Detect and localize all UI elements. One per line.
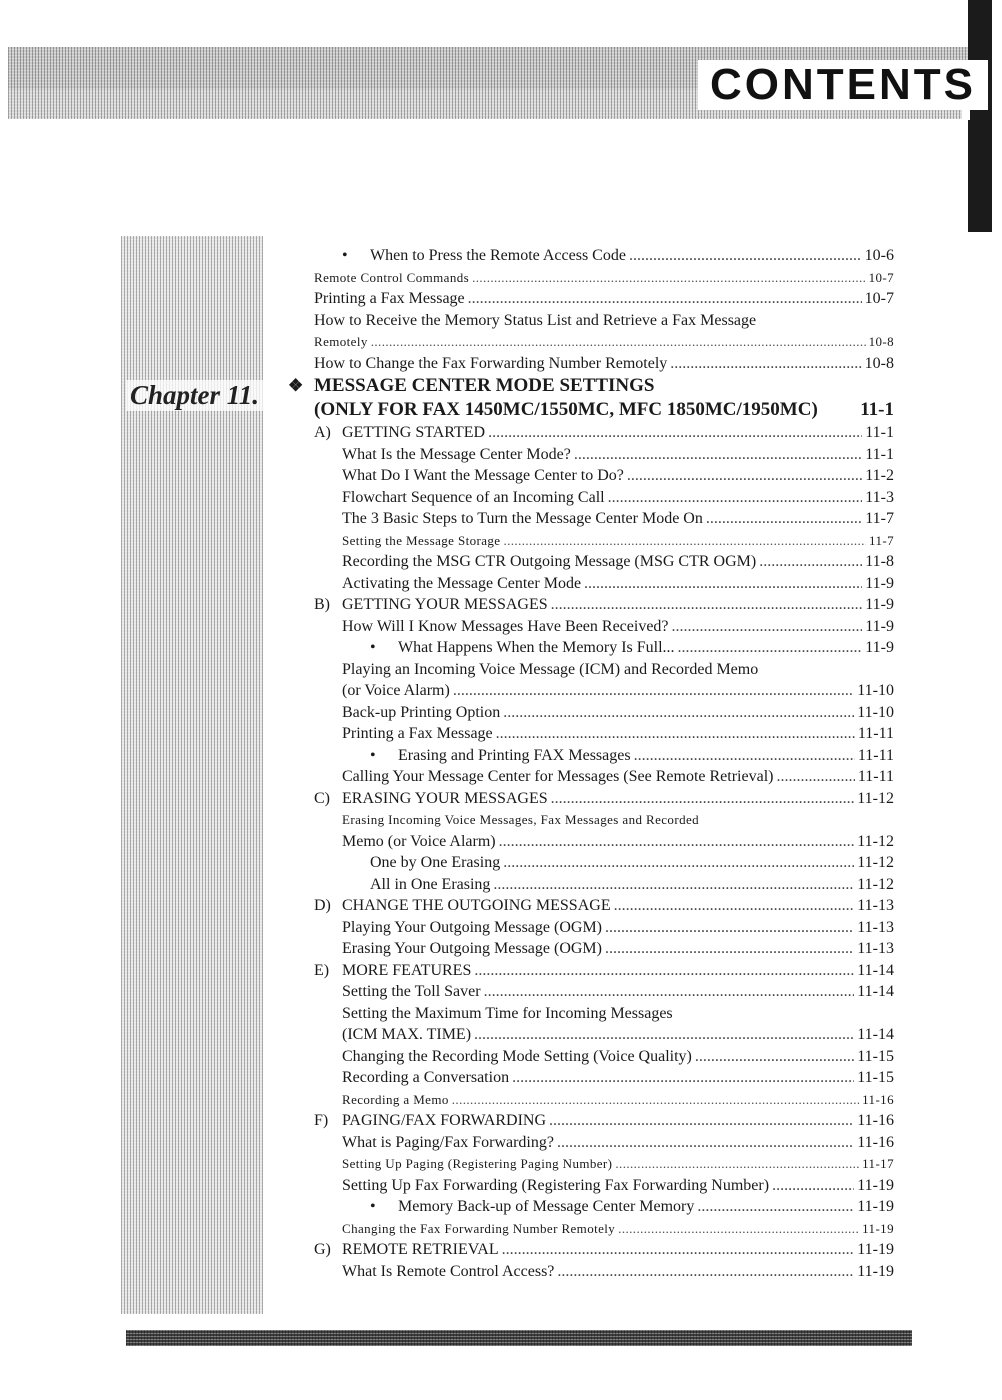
toc-entry-page: 11-16 (857, 1133, 894, 1151)
toc-leader-dots (502, 1239, 855, 1261)
toc-leader-dots (634, 745, 855, 767)
toc-entry-page: 11-19 (857, 1176, 894, 1194)
toc-entry (314, 267, 894, 289)
toc-entry-text: (ICM MAX. TIME) (342, 1026, 472, 1043)
toc-entry-page: 11-19 (857, 1198, 894, 1215)
toc-entry-text: What is Paging/Fax Forwarding? (342, 1133, 554, 1151)
toc-leader-dots (695, 1046, 854, 1068)
toc-entry (314, 981, 894, 1003)
toc-entry (314, 331, 894, 353)
toc-entry-text: One by One Erasing (370, 854, 501, 871)
toc-entry-page: 11-12 (857, 832, 894, 850)
toc-entry (314, 809, 894, 831)
toc-leader-dots (472, 267, 865, 289)
toc-entry (314, 1239, 894, 1261)
toc-entry (314, 1153, 894, 1175)
toc-entry-text: Erasing Your Outgoing Message (OGM) (342, 940, 602, 957)
toc-entry-text: Setting Up Fax Forwarding (Registering Fax Forwarding Number) (342, 1176, 770, 1194)
toc-entry (314, 594, 894, 616)
toc-entry-page: 11-10 (857, 703, 894, 721)
toc-entry-page: 11-11 (857, 725, 894, 742)
toc-leader-dots (484, 981, 855, 1003)
toc-entry (314, 874, 894, 896)
toc-leader-dots (468, 288, 862, 310)
bullet-icon: • (370, 1198, 376, 1215)
toc-entry-page: 11-19 (857, 1241, 894, 1258)
diamond-bullet-icon: ❖ (288, 376, 304, 395)
toc-entry-text: Erasing and Printing FAX Messages (398, 746, 631, 764)
toc-entry (314, 895, 894, 917)
chapter-label: Chapter 11. (126, 380, 263, 411)
toc-entry-text: MORE FEATURES (342, 961, 472, 979)
toc-entry-page: 11-2 (865, 467, 894, 484)
toc-entry-page: 11-13 (857, 940, 894, 957)
toc-entry-page: 11-14 (857, 1026, 894, 1043)
toc-entry-page: 11-14 (857, 961, 894, 979)
toc-entry-page: 11-16 (857, 1112, 894, 1129)
chapter-tab-marker (968, 0, 992, 232)
toc-leader-dots (512, 1067, 854, 1089)
toc-leader-dots (549, 1110, 854, 1132)
toc-entry-text: PAGING/FAX FORWARDING (342, 1112, 547, 1129)
toc-entry-text: How to Change the Fax Forwarding Number Remotely (314, 354, 668, 372)
toc-entry (314, 1003, 894, 1025)
toc-leader-dots (557, 1261, 854, 1283)
toc-entry-text: Recording the MSG CTR Outgoing Message (MSG CTR OGM) (342, 553, 757, 570)
toc-entry (314, 831, 894, 853)
toc-entry-text: Changing the Fax Forwarding Number Remotely (342, 1220, 616, 1236)
toc-entry-page: 10-8 (868, 334, 894, 349)
toc-entry-text: Playing Your Outgoing Message (OGM) (342, 918, 602, 936)
toc-entry-page: 11-15 (857, 1069, 894, 1086)
toc-entry-text: Remotely (314, 334, 368, 349)
toc-entry (314, 465, 894, 487)
toc-entry (314, 310, 894, 332)
toc-leader-dots (697, 1196, 854, 1218)
toc-entry-page: 11-12 (857, 875, 894, 893)
toc-leader-dots (615, 1153, 859, 1175)
toc-entry (314, 1089, 894, 1111)
chapter-heading-subtitle: (ONLY FOR FAX 1450MC/1550MC, MFC 1850MC/1950MC) (314, 399, 818, 420)
chapter-heading-line-2 (314, 398, 894, 422)
toc-entry-page: 11-15 (857, 1047, 894, 1065)
toc-leader-dots (551, 594, 863, 616)
toc-entry-text: REMOTE RETRIEVAL (342, 1241, 499, 1258)
toc-entry-text: Setting the Message Storage (342, 532, 501, 548)
toc-entry (314, 288, 894, 310)
toc-entry-text: Memo (or Voice Alarm) (342, 832, 496, 850)
toc-leader-dots (503, 702, 854, 724)
toc-entry-text: Flowchart Sequence of an Incoming Call (342, 488, 605, 506)
toc-entry-text: Erasing Incoming Voice Messages, Fax Messages and Recorded (342, 812, 700, 827)
toc-entry (314, 852, 894, 874)
toc-leader-dots (627, 465, 862, 487)
toc-entry-page: 11-9 (865, 574, 894, 592)
toc-section-letter: F) (314, 1112, 329, 1129)
toc-entry-page: 11-13 (857, 918, 894, 936)
toc-leader-dots (474, 1024, 854, 1046)
footer-band (126, 1330, 912, 1346)
toc-entry-text: ERASING YOUR MESSAGES (342, 789, 548, 807)
toc-entry-page: 11-9 (865, 639, 894, 656)
toc-entry-text: GETTING STARTED (342, 424, 486, 441)
toc-entry (314, 659, 894, 681)
toc-leader-dots (453, 680, 854, 702)
toc-entry (314, 788, 894, 810)
toc-entry-text: Setting the Toll Saver (342, 983, 481, 1000)
toc-entry-page: 11-3 (865, 488, 894, 506)
toc-entry-page: 11-7 (869, 532, 894, 548)
toc-entry-page: 11-1 (865, 445, 894, 463)
toc-entry (314, 1175, 894, 1197)
toc-entry (314, 1024, 894, 1046)
toc-entry-page: 11-11 (857, 768, 894, 785)
toc-leader-dots (608, 487, 863, 509)
toc-entry (314, 917, 894, 939)
toc-entry (314, 1110, 894, 1132)
table-of-contents (288, 245, 894, 1282)
toc-section-letter: C) (314, 789, 330, 807)
toc-leader-dots (618, 1218, 859, 1240)
toc-entry-text: What Is the Message Center Mode? (342, 445, 571, 463)
toc-entry (314, 1261, 894, 1283)
toc-entry (314, 508, 894, 530)
toc-entry (314, 422, 894, 444)
toc-entry-page: 11-1 (865, 424, 894, 441)
toc-leader-dots (371, 331, 866, 353)
toc-entry (314, 766, 894, 788)
toc-entry-text: GETTING YOUR MESSAGES (342, 596, 548, 613)
chapter-heading-line-1 (288, 374, 894, 398)
toc-entry-page: 11-10 (857, 682, 894, 699)
toc-entry-page: 11-11 (857, 746, 894, 764)
toc-leader-dots (574, 444, 862, 466)
toc-leader-dots (672, 616, 863, 638)
toc-section-chapter-10 (314, 245, 894, 374)
toc-leader-dots (488, 422, 862, 444)
toc-entry-text: Setting the Maximum Time for Incoming Messages (342, 1004, 673, 1022)
toc-entry-text: Calling Your Message Center for Messages (See Remote Retrieval) (342, 768, 774, 785)
toc-section-letter: D) (314, 897, 331, 914)
toc-section-chapter-11 (314, 422, 894, 1282)
toc-entry-page: 11-19 (857, 1262, 894, 1280)
toc-entry (314, 1046, 894, 1068)
toc-leader-dots (614, 895, 855, 917)
toc-leader-dots (493, 874, 854, 896)
toc-leader-dots (452, 1089, 859, 1111)
toc-entry-text: Back-up Printing Option (342, 703, 501, 721)
toc-entry-text: Remote Control Commands (314, 269, 470, 285)
toc-entry-text: All in One Erasing (370, 875, 491, 893)
page-title: CONTENTS (698, 60, 988, 110)
toc-entry-page: 11-16 (862, 1091, 894, 1107)
toc-leader-dots (759, 551, 862, 573)
toc-leader-dots (678, 637, 863, 659)
toc-entry-text: Changing the Recording Mode Setting (Voice Quality) (342, 1047, 692, 1065)
toc-entry (314, 1132, 894, 1154)
toc-entry-page: 11-12 (857, 789, 894, 807)
toc-entry-page: 11-12 (857, 854, 894, 871)
toc-section-letter: E) (314, 961, 330, 979)
toc-entry (314, 702, 894, 724)
toc-entry-text: Activating the Message Center Mode (342, 574, 582, 592)
toc-entry-page: 10-8 (864, 354, 894, 372)
bullet-icon: • (370, 746, 376, 764)
toc-leader-dots (706, 508, 862, 530)
toc-leader-dots (503, 852, 854, 874)
toc-entry-text: Memory Back-up of Message Center Memory (398, 1198, 695, 1215)
toc-leader-dots (499, 831, 855, 853)
toc-entry-text: (or Voice Alarm) (342, 682, 450, 699)
toc-entry-text: How to Receive the Memory Status List and Retrieve a Fax Message (314, 311, 757, 329)
toc-leader-dots (584, 573, 862, 595)
toc-entry (314, 245, 894, 267)
toc-entry (314, 487, 894, 509)
toc-entry-page: 11-7 (865, 510, 894, 527)
toc-section-letter: B) (314, 596, 330, 613)
toc-leader-dots (629, 245, 862, 267)
toc-leader-dots (474, 960, 854, 982)
bullet-icon: • (342, 247, 348, 264)
toc-entry-text: Playing an Incoming Voice Message (ICM) and Recorded Memo (342, 660, 759, 678)
chapter-heading-page: 11-1 (860, 399, 894, 420)
toc-entry-text: Printing a Fax Message (342, 725, 493, 742)
toc-entry-text: The 3 Basic Steps to Turn the Message Center Mode On (342, 510, 703, 527)
toc-entry-text: What Happens When the Memory Is Full... (398, 639, 675, 656)
toc-entry-page: 11-13 (857, 897, 894, 914)
toc-entry (314, 960, 894, 982)
toc-entry (314, 530, 894, 552)
toc-leader-dots (772, 1175, 854, 1197)
toc-entry (314, 444, 894, 466)
toc-leader-dots (551, 788, 855, 810)
toc-entry (314, 616, 894, 638)
toc-entry-page: 10-6 (864, 247, 894, 264)
chapter-heading (288, 374, 894, 422)
toc-leader-dots (557, 1132, 854, 1154)
toc-entry-page: 10-7 (864, 290, 894, 307)
toc-entry (314, 1196, 894, 1218)
toc-entry-text: Recording a Conversation (342, 1069, 510, 1086)
toc-section-letter: G) (314, 1241, 331, 1258)
toc-leader-dots (503, 530, 866, 552)
toc-entry (314, 551, 894, 573)
toc-entry-page: 11-9 (865, 596, 894, 613)
toc-leader-dots (670, 353, 861, 375)
chapter-heading-title: MESSAGE CENTER MODE SETTINGS (314, 375, 655, 396)
toc-entry-page: 11-14 (857, 983, 894, 1000)
toc-entry-text: What Is Remote Control Access? (342, 1262, 555, 1280)
toc-section-letter: A) (314, 424, 331, 441)
toc-entry-text: What Do I Want the Message Center to Do? (342, 467, 624, 484)
toc-entry (314, 353, 894, 375)
toc-leader-dots (776, 766, 854, 788)
toc-entry-text: How Will I Know Messages Have Been Received? (342, 617, 669, 635)
toc-entry-page: 11-9 (865, 617, 894, 635)
toc-entry (314, 938, 894, 960)
toc-entry-page: 11-17 (862, 1156, 894, 1171)
toc-entry (314, 723, 894, 745)
toc-entry-text: Setting Up Paging (Registering Paging Number) (342, 1156, 613, 1171)
toc-entry (314, 637, 894, 659)
toc-entry-page: 11-19 (862, 1220, 894, 1236)
toc-entry (314, 1218, 894, 1240)
toc-entry (314, 745, 894, 767)
bullet-icon: • (370, 639, 376, 656)
toc-entry-text: When to Press the Remote Access Code (370, 247, 626, 264)
toc-leader-dots (496, 723, 855, 745)
toc-entry-text: Recording a Memo (342, 1091, 449, 1107)
toc-leader-dots (605, 938, 854, 960)
toc-entry-text: CHANGE THE OUTGOING MESSAGE (342, 897, 611, 914)
toc-entry-page: 10-7 (868, 269, 894, 285)
toc-entry-text: Printing a Fax Message (314, 290, 465, 307)
toc-entry (314, 573, 894, 595)
toc-leader-dots (605, 917, 854, 939)
toc-entry-page: 11-8 (865, 553, 894, 570)
toc-entry (314, 1067, 894, 1089)
toc-entry (314, 680, 894, 702)
